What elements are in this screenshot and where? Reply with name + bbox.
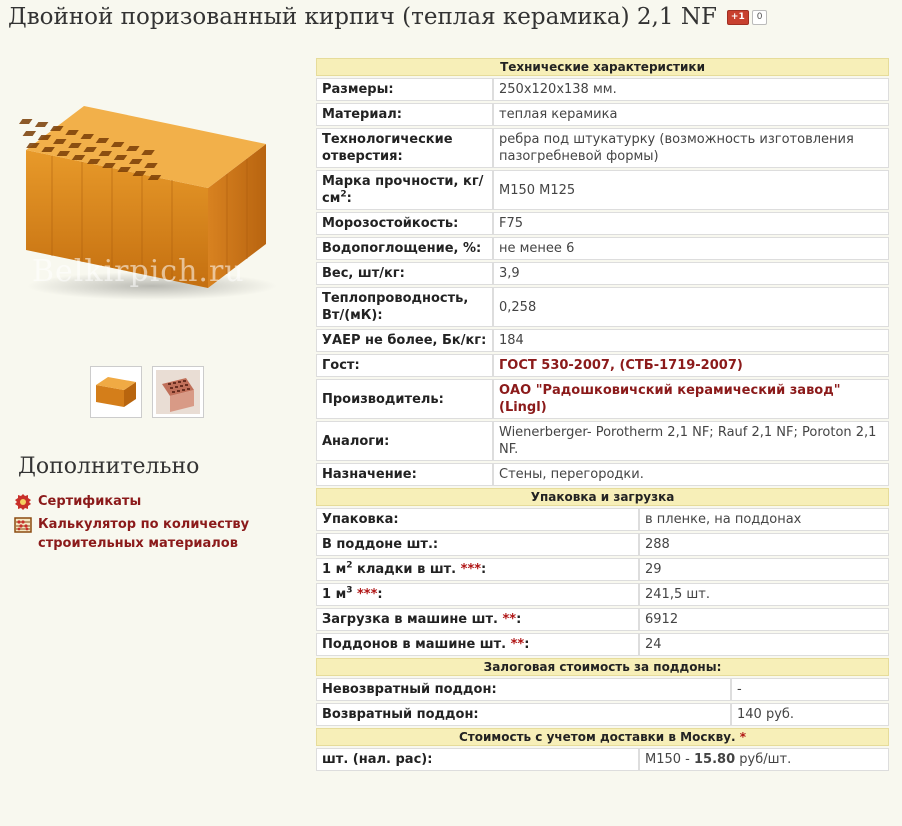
certificate-badge-icon xyxy=(14,493,32,511)
watermark-text: Belkirpich.ru xyxy=(32,254,245,289)
brick-thumb-icon xyxy=(94,375,138,409)
m3-label: 1 $м^3$ ***: xyxy=(316,583,639,606)
table-row: Теплопроводность, Вт/(мК): 0,258 xyxy=(316,287,889,327)
thumbnail-strip xyxy=(90,366,204,418)
section-delivery-header: Стоимость с учетом доставки в Москву. * xyxy=(316,728,889,746)
section-packaging-header: Упаковка и загрузка xyxy=(316,488,889,506)
brick-section-thumb-icon xyxy=(156,370,200,414)
google-plus-widget[interactable] xyxy=(727,10,768,25)
google-plus-count: 0 xyxy=(752,10,768,25)
manufacturer-link[interactable]: ОАО "Радошковичский керамический завод" (Lingl) xyxy=(493,379,889,419)
table-row: Поддонов в машине шт. **: 24 xyxy=(316,633,889,656)
table-row: шт. (нал. рас): М150 - 15.80 руб/шт. xyxy=(316,748,889,771)
table-row: УАЕР не более, Бк/кг: 184 xyxy=(316,329,889,352)
abacus-icon xyxy=(14,516,32,534)
table-row: 1 $м^3$ ***: 241,5 шт. xyxy=(316,583,889,606)
extra-section-title: Дополнительно xyxy=(18,454,200,479)
price-value: М150 - 15.80 руб/шт. xyxy=(639,748,889,771)
truck-load-label: Загрузка в машине шт. **: xyxy=(316,608,639,631)
table-row: 1 $м^2$ кладки в шт. ***: 29 xyxy=(316,558,889,581)
table-row: Возвратный поддон: 140 руб. xyxy=(316,703,889,726)
table-row: Гост: ГОСТ 530-2007, (СТБ-1719-2007) xyxy=(316,354,889,377)
table-row: Загрузка в машине шт. **: 6912 xyxy=(316,608,889,631)
strength-label: Марка прочности, $кг/см^2$: xyxy=(316,170,493,210)
table-row: Водопоглощение, %: не менее 6 xyxy=(316,237,889,260)
table-row: Материал: теплая керамика xyxy=(316,103,889,126)
m2-label: 1 $м^2$ кладки в шт. ***: xyxy=(316,558,639,581)
extra-links-list xyxy=(14,492,294,557)
table-row: Размеры: 250х120х138 мм. xyxy=(316,78,889,101)
certificates-label: Сертификаты xyxy=(38,494,142,509)
specs-table xyxy=(316,56,889,773)
google-plus-button[interactable]: +1 xyxy=(727,10,749,25)
title-text: Двойной поризованный кирпич (теплая керамика) 2,1 NF xyxy=(8,4,717,30)
table-row: Вес, шт/кг: 3,9 xyxy=(316,262,889,285)
table-row: Технологические отверстия: ребра под штукатурку (возможность изготовления пазогребневой формы) xyxy=(316,128,889,168)
table-row: Морозостойкость: F75 xyxy=(316,212,889,235)
section-tech-header: Технические характеристики xyxy=(316,58,889,76)
table-row: В поддоне шт.: 288 xyxy=(316,533,889,556)
brick-image xyxy=(12,74,292,344)
calculator-link[interactable] xyxy=(14,515,294,553)
table-row: Невозвратный поддон: - xyxy=(316,678,889,701)
table-row: Марка прочности, $кг/см^2$: М150 М125 xyxy=(316,170,889,210)
product-photo[interactable] xyxy=(12,74,292,344)
gost-link[interactable]: ГОСТ 530-2007, (СТБ-1719-2007) xyxy=(493,354,889,377)
certificates-link[interactable] xyxy=(14,492,294,511)
calculator-label: Калькулятор по количеству строительных материалов xyxy=(38,517,250,551)
thumbnail-1[interactable] xyxy=(90,366,142,418)
section-deposit-header: Залоговая стоимость за поддоны: xyxy=(316,658,889,676)
table-row: Упаковка: в пленке, на поддонах xyxy=(316,508,889,531)
table-row: Аналоги: Wienerberger- Porotherm 2,1 NF; Rauf 2,1 NF; Poroton 2,1 NF. xyxy=(316,421,889,461)
thumbnail-2[interactable] xyxy=(152,366,204,418)
table-row: Назначение: Стены, перегородки. xyxy=(316,463,889,486)
truck-pallets-label: Поддонов в машине шт. **: xyxy=(316,633,639,656)
table-row: Производитель: ОАО "Радошковичский керамический завод" (Lingl) xyxy=(316,379,889,419)
page-title xyxy=(8,4,767,30)
